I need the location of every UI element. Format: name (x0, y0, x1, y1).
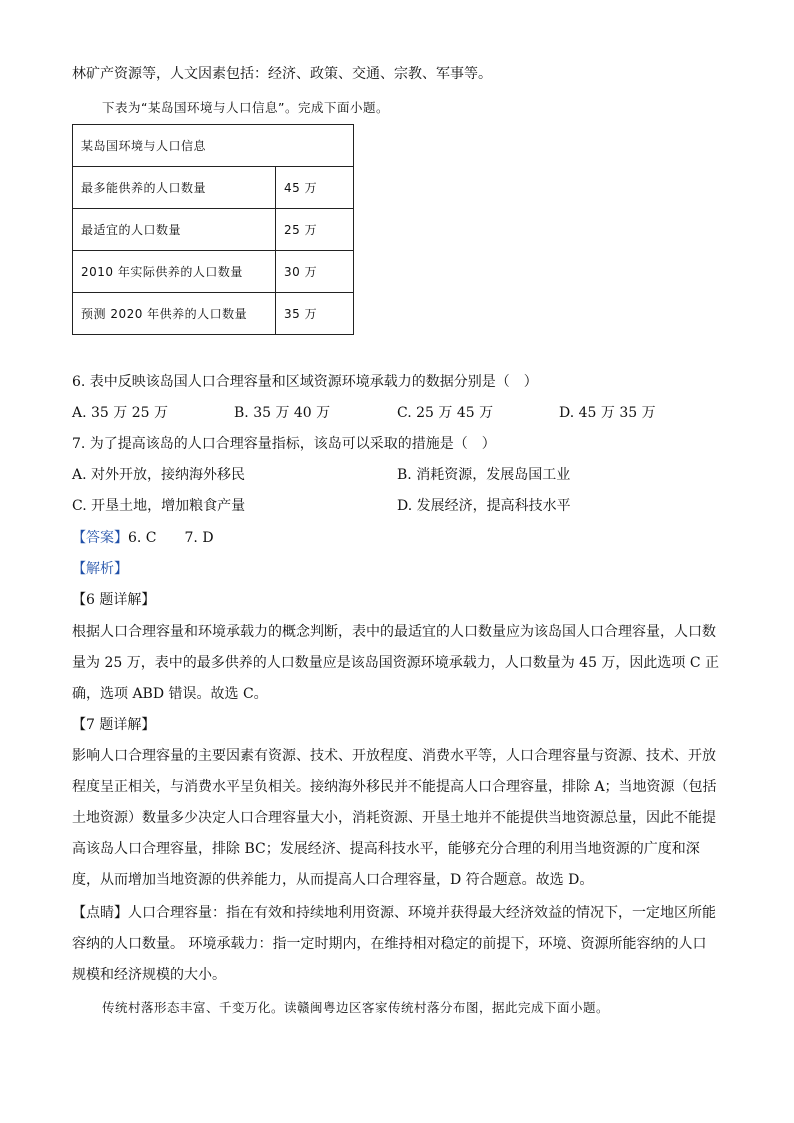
intro-line: 林矿产资源等，人文因素包括：经济、政策、交通、宗教、军事等。 (72, 66, 492, 82)
table-row (73, 209, 354, 251)
table-cell-label: 2010 年实际供养的人口数量 (73, 251, 276, 293)
question-7-option-b: B. 消耗资源，发展岛国工业 (397, 467, 571, 483)
table-caption: 某岛国环境与人口信息 (73, 125, 354, 167)
detail-7-label: 【7 题详解】 (72, 717, 156, 733)
table-intro: 下表为“某岛国环境与人口信息”。完成下面小题。 (102, 100, 389, 115)
table-caption-row (73, 125, 354, 167)
question-7-option-d: D. 发展经济，提高科技水平 (397, 498, 571, 514)
question-6-option-a: A. 35 万 25 万 (72, 405, 168, 421)
note-line: 容纳的人口数量。 环境承载力：指一定时期内，在维持相对稳定的前提下，环境、资源所能容纳的人口 (72, 936, 707, 952)
info-table (72, 124, 354, 335)
table-cell-label: 最多能供养的人口数量 (73, 167, 276, 209)
question-7-option-a: A. 对外开放，接纳海外移民 (72, 467, 246, 483)
table-row (73, 167, 354, 209)
table-cell-value: 45 万 (276, 167, 354, 209)
note-text: 人口合理容量：指在有效和持续地利用资源、环境并获得最大经济效益的情况下，一定地区所能 (128, 905, 716, 921)
table-row (73, 251, 354, 293)
detail-7-line: 程度呈正相关，与消费水平呈负相关。接纳海外移民并不能提高人口合理容量，排除 A；当地资源（包括 (72, 779, 717, 795)
detail-6-line: 确，选项 ABD 错误。故选 C。 (72, 686, 268, 702)
detail-6-label: 【6 题详解】 (72, 592, 156, 608)
question-6-option-d: D. 45 万 35 万 (559, 405, 656, 421)
detail-7-line: 高该岛人口合理容量，排除 BC；发展经济、提高科技水平，能够充分合理的利用当地资源的广度和深 (72, 841, 700, 857)
detail-7-line: 土地资源）数量多少决定人口合理容量大小，消耗资源、开垦土地并不能提供当地资源总量，因此不能提 (72, 810, 716, 826)
note-label: 【点睛】 (72, 905, 128, 921)
table-cell-value: 30 万 (276, 251, 354, 293)
table-cell-value: 35 万 (276, 293, 354, 335)
table-cell-label: 预测 2020 年供养的人口数量 (73, 293, 276, 335)
note-line: 规模和经济规模的大小。 (72, 967, 226, 983)
question-6-option-b: B. 35 万 40 万 (234, 405, 331, 421)
detail-6-line: 根据人口合理容量和环境承载力的概念判断，表中的最适宜的人口数量应为该岛国人口合理容量，人口数 (72, 624, 716, 640)
question-7-option-c: C. 开垦土地，增加粮食产量 (72, 498, 246, 514)
question-7-stem: 7. 为了提高该岛的人口合理容量指标，该岛可以采取的措施是（ ） (72, 436, 496, 452)
detail-6-line: 量为 25 万，表中的最多供养的人口数量应是该岛国资源环境承载力，人口数量为 45 万，因此选项 C 正 (72, 655, 720, 671)
detail-7-line: 度，从而增加当地资源的供养能力，从而提高人口合理容量，D 符合题意。故选 D。 (72, 872, 594, 888)
table-cell-label: 最适宜的人口数量 (73, 209, 276, 251)
note-line (72, 903, 716, 923)
answer-line (72, 528, 214, 548)
table-cell-value: 25 万 (276, 209, 354, 251)
table-row (73, 293, 354, 335)
analysis-label: 【解析】 (72, 561, 128, 577)
answer-text: 6. C 7. D (128, 530, 214, 546)
question-6-option-c: C. 25 万 45 万 (397, 405, 494, 421)
closing-line: 传统村落形态丰富、千变万化。读赣闽粤边区客家传统村落分布图，据此完成下面小题。 (102, 1000, 610, 1015)
detail-7-line: 影响人口合理容量的主要因素有资源、技术、开放程度、消费水平等，人口合理容量与资源、技术、开放 (72, 748, 716, 764)
question-6-stem: 6. 表中反映该岛国人口合理容量和区域资源环境承载力的数据分别是（ ） (72, 374, 538, 390)
answer-label: 【答案】 (72, 530, 128, 546)
